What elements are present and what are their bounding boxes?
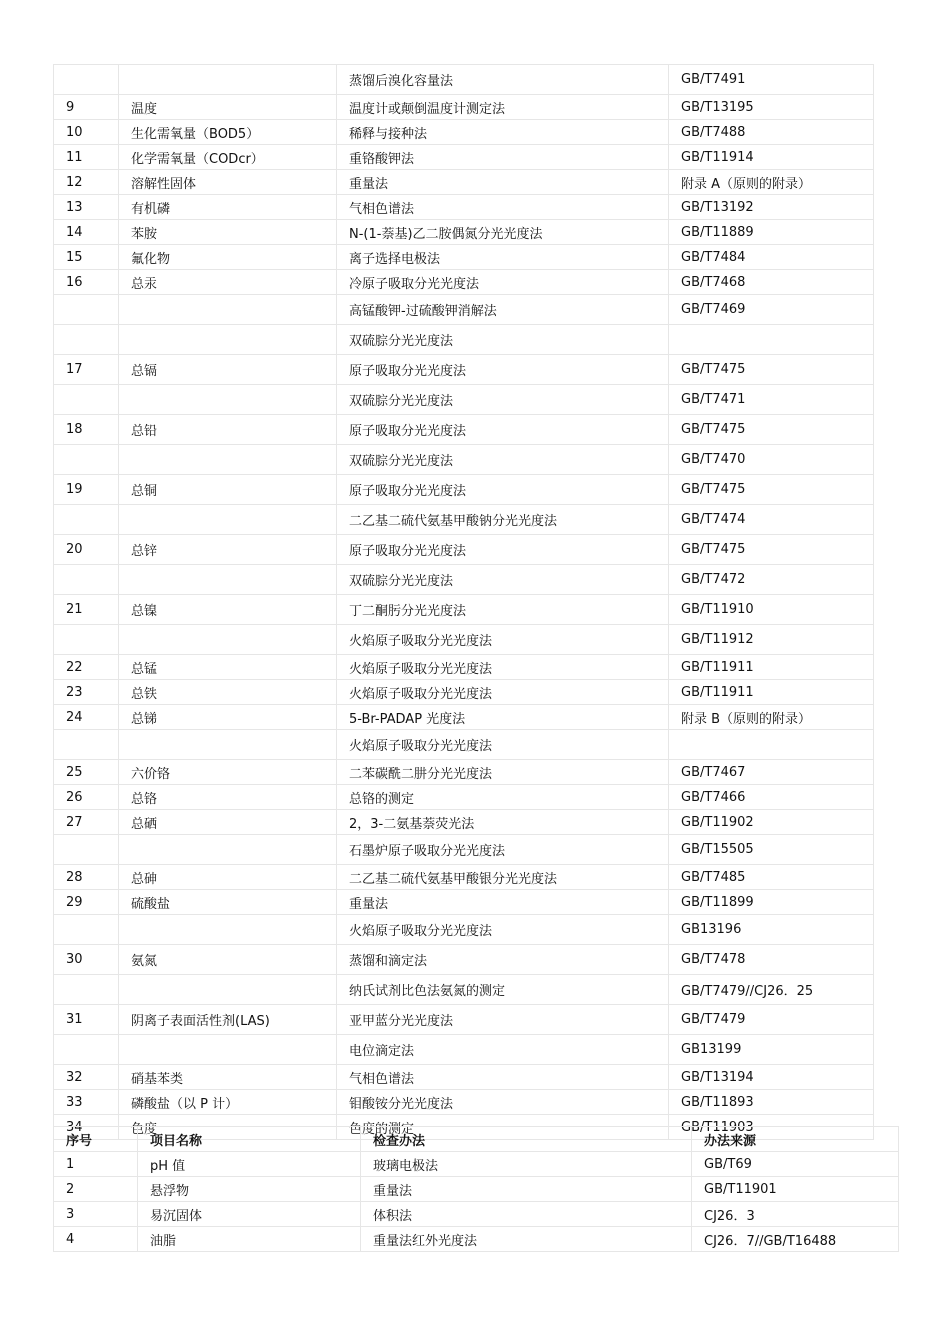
- cell-item: [119, 445, 337, 475]
- cell-margin: [874, 385, 899, 415]
- table-row: [54, 730, 899, 760]
- cell-method: 重量法: [337, 170, 669, 195]
- cell-no: 29: [54, 890, 119, 915]
- cell-item: [119, 565, 337, 595]
- cell-source: GB/T7479//CJ26．25: [669, 975, 874, 1005]
- table-row: [54, 1005, 899, 1035]
- cell-method: 纳氏试剂比色法氨氮的测定: [337, 975, 669, 1005]
- table-row: [54, 505, 899, 535]
- cell-margin: [874, 865, 899, 890]
- cell-margin: [874, 95, 899, 120]
- cell-source: GB/T11901: [692, 1177, 899, 1202]
- cell-margin: [874, 1035, 899, 1065]
- cell-source: [669, 730, 874, 760]
- cell-no: 24: [54, 705, 119, 730]
- cell-no: 22: [54, 655, 119, 680]
- cell-method: 色度的测定: [337, 1115, 669, 1140]
- cell-item: 氟化物: [119, 245, 337, 270]
- cell-method: 5-Br-PADAP 光度法: [337, 705, 669, 730]
- table-row: [54, 270, 899, 295]
- cell-no: [54, 835, 119, 865]
- table-row: [54, 355, 899, 385]
- cell-source: GB/T7471: [669, 385, 874, 415]
- cell-method: 总铬的测定: [337, 785, 669, 810]
- cell-source: GB/T13194: [669, 1065, 874, 1090]
- table-row: [54, 890, 899, 915]
- cell-margin: [874, 680, 899, 705]
- cell-item: [119, 1035, 337, 1065]
- cell-no: 3: [54, 1202, 138, 1227]
- cell-method: 气相色谱法: [337, 195, 669, 220]
- cell-no: 13: [54, 195, 119, 220]
- cell-no: 12: [54, 170, 119, 195]
- cell-margin: [874, 1005, 899, 1035]
- cell-item: 总锌: [119, 535, 337, 565]
- cell-no: [54, 730, 119, 760]
- cell-source: GB/T7472: [669, 565, 874, 595]
- cell-no: [54, 975, 119, 1005]
- cell-item: 化学需氧量（CODcr）: [119, 145, 337, 170]
- cell-method: 火焰原子吸取分光光度法: [337, 625, 669, 655]
- table-row: [54, 195, 899, 220]
- cell-method: 石墨炉原子吸取分光光度法: [337, 835, 669, 865]
- cell-source: GB/T7468: [669, 270, 874, 295]
- standards-table: [53, 64, 899, 1140]
- header-source: 办法来源: [692, 1127, 899, 1152]
- cell-source: GB/T11912: [669, 625, 874, 655]
- cell-source: CJ26．3: [692, 1202, 899, 1227]
- cell-method: 原子吸取分光光度法: [337, 355, 669, 385]
- cell-source: [669, 325, 874, 355]
- cell-source: GB/T7478: [669, 945, 874, 975]
- cell-source: GB/T7475: [669, 355, 874, 385]
- cell-margin: [874, 195, 899, 220]
- cell-item: 总硒: [119, 810, 337, 835]
- cell-source: GB/T69: [692, 1152, 899, 1177]
- cell-margin: [874, 220, 899, 245]
- cell-source: GB/T11902: [669, 810, 874, 835]
- table-row: [54, 535, 899, 565]
- table-row: [54, 705, 899, 730]
- table-row: [54, 1152, 899, 1177]
- cell-no: [54, 1035, 119, 1065]
- cell-source: GB/T11914: [669, 145, 874, 170]
- cell-item: [119, 730, 337, 760]
- table-row: [54, 760, 899, 785]
- cell-source: GB/T11911: [669, 680, 874, 705]
- cell-item: 油脂: [138, 1227, 361, 1252]
- cell-method: 气相色谱法: [337, 1065, 669, 1090]
- cell-margin: [874, 535, 899, 565]
- cell-margin: [874, 145, 899, 170]
- cell-no: [54, 385, 119, 415]
- cell-no: 4: [54, 1227, 138, 1252]
- cell-method: 双硫腙分光光度法: [337, 325, 669, 355]
- table-row: [54, 95, 899, 120]
- cell-method: 二乙基二硫代氨基甲酸钠分光光度法: [337, 505, 669, 535]
- cell-item: 易沉固体: [138, 1202, 361, 1227]
- cell-source: GB/T11911: [669, 655, 874, 680]
- cell-source: GB/T7485: [669, 865, 874, 890]
- cell-margin: [874, 475, 899, 505]
- cell-item: [119, 325, 337, 355]
- cell-margin: [874, 355, 899, 385]
- cell-no: [54, 65, 119, 95]
- table-row: [54, 385, 899, 415]
- cell-margin: [874, 245, 899, 270]
- cell-source: GB/T11910: [669, 595, 874, 625]
- cell-method: 蒸馏和滴定法: [337, 945, 669, 975]
- cell-no: [54, 295, 119, 325]
- cell-margin: [874, 270, 899, 295]
- cell-item: [119, 915, 337, 945]
- cell-source: GB/T7488: [669, 120, 874, 145]
- cell-source: GB/T7475: [669, 535, 874, 565]
- table-row: [54, 565, 899, 595]
- cell-item: 溶解性固体: [119, 170, 337, 195]
- table-row: [54, 1177, 899, 1202]
- cell-item: [119, 385, 337, 415]
- cell-no: 34: [54, 1115, 119, 1140]
- cell-item: 磷酸盐（以 P 计）: [119, 1090, 337, 1115]
- cell-item: 硫酸盐: [119, 890, 337, 915]
- cell-method: 重量法: [337, 890, 669, 915]
- cell-source: GB/T7479: [669, 1005, 874, 1035]
- table-row: [54, 835, 899, 865]
- cell-method: 重铬酸钾法: [337, 145, 669, 170]
- cell-method: 二乙基二硫代氨基甲酸银分光光度法: [337, 865, 669, 890]
- cell-item: pH 值: [138, 1152, 361, 1177]
- cell-item: 苯胺: [119, 220, 337, 245]
- cell-no: 30: [54, 945, 119, 975]
- cell-item: 有机磷: [119, 195, 337, 220]
- cell-item: 硝基苯类: [119, 1065, 337, 1090]
- table-row: [54, 325, 899, 355]
- cell-method: 二苯碳酰二肼分光光度法: [337, 760, 669, 785]
- cell-no: 15: [54, 245, 119, 270]
- cell-source: GB/T7475: [669, 475, 874, 505]
- table-row: [54, 1035, 899, 1065]
- cell-method: 火焰原子吸取分光光度法: [337, 915, 669, 945]
- cell-source: GB/T11899: [669, 890, 874, 915]
- cell-no: 25: [54, 760, 119, 785]
- standards-table-2: [53, 1126, 899, 1252]
- cell-source: GB/T11903: [669, 1115, 874, 1140]
- cell-method: 原子吸取分光光度法: [337, 415, 669, 445]
- table-row: [54, 625, 899, 655]
- cell-no: 11: [54, 145, 119, 170]
- table-row: [54, 785, 899, 810]
- cell-margin: [874, 625, 899, 655]
- table-row: [54, 445, 899, 475]
- cell-margin: [874, 170, 899, 195]
- cell-method: 体积法: [361, 1202, 692, 1227]
- table-row: [54, 810, 899, 835]
- cell-method: 2，3-二氨基萘荧光法: [337, 810, 669, 835]
- cell-item: 总铅: [119, 415, 337, 445]
- table-row: [54, 915, 899, 945]
- table-row: [54, 145, 899, 170]
- table-row: [54, 1065, 899, 1090]
- cell-item: 总砷: [119, 865, 337, 890]
- cell-method: N-(1-萘基)乙二胺偶氮分光光度法: [337, 220, 669, 245]
- cell-item: [119, 65, 337, 95]
- cell-margin: [874, 760, 899, 785]
- table-header-row: [54, 1127, 899, 1152]
- cell-no: 21: [54, 595, 119, 625]
- cell-method: 玻璃电极法: [361, 1152, 692, 1177]
- cell-method: 双硫腙分光光度法: [337, 445, 669, 475]
- cell-item: 总锰: [119, 655, 337, 680]
- cell-source: GB/T13195: [669, 95, 874, 120]
- cell-margin: [874, 445, 899, 475]
- cell-margin: [874, 65, 899, 95]
- cell-no: 18: [54, 415, 119, 445]
- header-no: 序号: [54, 1127, 138, 1152]
- cell-source: GB13199: [669, 1035, 874, 1065]
- cell-no: 20: [54, 535, 119, 565]
- table-row: [54, 245, 899, 270]
- cell-no: 19: [54, 475, 119, 505]
- table-row: [54, 220, 899, 245]
- cell-item: [119, 835, 337, 865]
- cell-item: 温度: [119, 95, 337, 120]
- cell-method: 高锰酸钾-过硫酸钾消解法: [337, 295, 669, 325]
- cell-margin: [874, 785, 899, 810]
- cell-method: 重量法: [361, 1177, 692, 1202]
- cell-margin: [874, 120, 899, 145]
- cell-item: [119, 295, 337, 325]
- table-row: [54, 975, 899, 1005]
- cell-no: 33: [54, 1090, 119, 1115]
- cell-source: GB/T7466: [669, 785, 874, 810]
- table-row: [54, 1202, 899, 1227]
- cell-margin: [874, 595, 899, 625]
- cell-method: 冷原子吸取分光光度法: [337, 270, 669, 295]
- cell-item: 总镍: [119, 595, 337, 625]
- cell-no: [54, 625, 119, 655]
- cell-method: 火焰原子吸取分光光度法: [337, 655, 669, 680]
- cell-margin: [874, 975, 899, 1005]
- cell-source: GB/T7475: [669, 415, 874, 445]
- cell-margin: [874, 890, 899, 915]
- cell-margin: [874, 1090, 899, 1115]
- table-row: [54, 415, 899, 445]
- cell-source: GB/T7484: [669, 245, 874, 270]
- cell-no: 17: [54, 355, 119, 385]
- cell-method: 亚甲蓝分光光度法: [337, 1005, 669, 1035]
- cell-method: 离子选择电极法: [337, 245, 669, 270]
- cell-margin: [874, 730, 899, 760]
- table-row: [54, 680, 899, 705]
- cell-no: 14: [54, 220, 119, 245]
- cell-item: 总锑: [119, 705, 337, 730]
- cell-no: [54, 325, 119, 355]
- cell-no: 31: [54, 1005, 119, 1035]
- cell-method: 电位滴定法: [337, 1035, 669, 1065]
- cell-margin: [874, 915, 899, 945]
- table-row: [54, 65, 899, 95]
- cell-item: 总汞: [119, 270, 337, 295]
- cell-no: 27: [54, 810, 119, 835]
- cell-margin: [874, 325, 899, 355]
- cell-item: 总铬: [119, 785, 337, 810]
- cell-no: [54, 915, 119, 945]
- cell-method: 稀释与接种法: [337, 120, 669, 145]
- cell-source: GB13196: [669, 915, 874, 945]
- cell-no: [54, 565, 119, 595]
- cell-method: 原子吸取分光光度法: [337, 535, 669, 565]
- cell-margin: [874, 945, 899, 975]
- cell-item: [119, 975, 337, 1005]
- cell-no: 16: [54, 270, 119, 295]
- cell-method: 钼酸铵分光光度法: [337, 1090, 669, 1115]
- cell-no: 10: [54, 120, 119, 145]
- table-row: [54, 1090, 899, 1115]
- cell-margin: [874, 705, 899, 730]
- cell-source: GB/T7470: [669, 445, 874, 475]
- table-row: [54, 120, 899, 145]
- header-method: 检查办法: [361, 1127, 692, 1152]
- cell-source: CJ26．7//GB/T16488: [692, 1227, 899, 1252]
- cell-margin: [874, 505, 899, 535]
- cell-source: GB/T11893: [669, 1090, 874, 1115]
- header-item: 项目名称: [138, 1127, 361, 1152]
- cell-item: 总镉: [119, 355, 337, 385]
- cell-method: 丁二酮肟分光光度法: [337, 595, 669, 625]
- cell-margin: [874, 295, 899, 325]
- cell-no: 26: [54, 785, 119, 810]
- cell-method: 蒸馏后溴化容量法: [337, 65, 669, 95]
- cell-method: 温度计或颠倒温度计测定法: [337, 95, 669, 120]
- table-row: [54, 295, 899, 325]
- cell-source: 附录 B（原则的附录）: [669, 705, 874, 730]
- table-row: [54, 475, 899, 505]
- cell-no: 32: [54, 1065, 119, 1090]
- cell-margin: [874, 835, 899, 865]
- cell-margin: [874, 810, 899, 835]
- cell-item: 色度: [119, 1115, 337, 1140]
- cell-margin: [874, 655, 899, 680]
- table-row: [54, 945, 899, 975]
- cell-no: 1: [54, 1152, 138, 1177]
- cell-item: [119, 625, 337, 655]
- cell-item: 总铁: [119, 680, 337, 705]
- cell-source: GB/T13192: [669, 195, 874, 220]
- cell-source: 附录 A（原则的附录）: [669, 170, 874, 195]
- cell-no: 9: [54, 95, 119, 120]
- table-row: [54, 595, 899, 625]
- cell-item: [119, 505, 337, 535]
- table-row: [54, 170, 899, 195]
- cell-margin: [874, 1065, 899, 1090]
- table-row: [54, 655, 899, 680]
- cell-method: 火焰原子吸取分光光度法: [337, 680, 669, 705]
- cell-item: 六价铬: [119, 760, 337, 785]
- table-row: [54, 865, 899, 890]
- cell-no: 28: [54, 865, 119, 890]
- cell-no: 23: [54, 680, 119, 705]
- cell-method: 重量法红外光度法: [361, 1227, 692, 1252]
- cell-method: 双硫腙分光光度法: [337, 565, 669, 595]
- cell-no: [54, 445, 119, 475]
- cell-source: GB/T7474: [669, 505, 874, 535]
- cell-method: 火焰原子吸取分光光度法: [337, 730, 669, 760]
- cell-source: GB/T11889: [669, 220, 874, 245]
- cell-no: [54, 505, 119, 535]
- cell-item: 生化需氧量（BOD5）: [119, 120, 337, 145]
- cell-source: GB/T7467: [669, 760, 874, 785]
- cell-source: GB/T7491: [669, 65, 874, 95]
- table-row: [54, 1227, 899, 1252]
- cell-no: 2: [54, 1177, 138, 1202]
- cell-source: GB/T15505: [669, 835, 874, 865]
- cell-item: 氨氮: [119, 945, 337, 975]
- cell-margin: [874, 415, 899, 445]
- cell-item: 阴离子表面活性剂(LAS): [119, 1005, 337, 1035]
- cell-method: 原子吸取分光光度法: [337, 475, 669, 505]
- cell-item: 悬浮物: [138, 1177, 361, 1202]
- cell-item: 总铜: [119, 475, 337, 505]
- cell-margin: [874, 565, 899, 595]
- cell-method: 双硫腙分光光度法: [337, 385, 669, 415]
- cell-source: GB/T7469: [669, 295, 874, 325]
